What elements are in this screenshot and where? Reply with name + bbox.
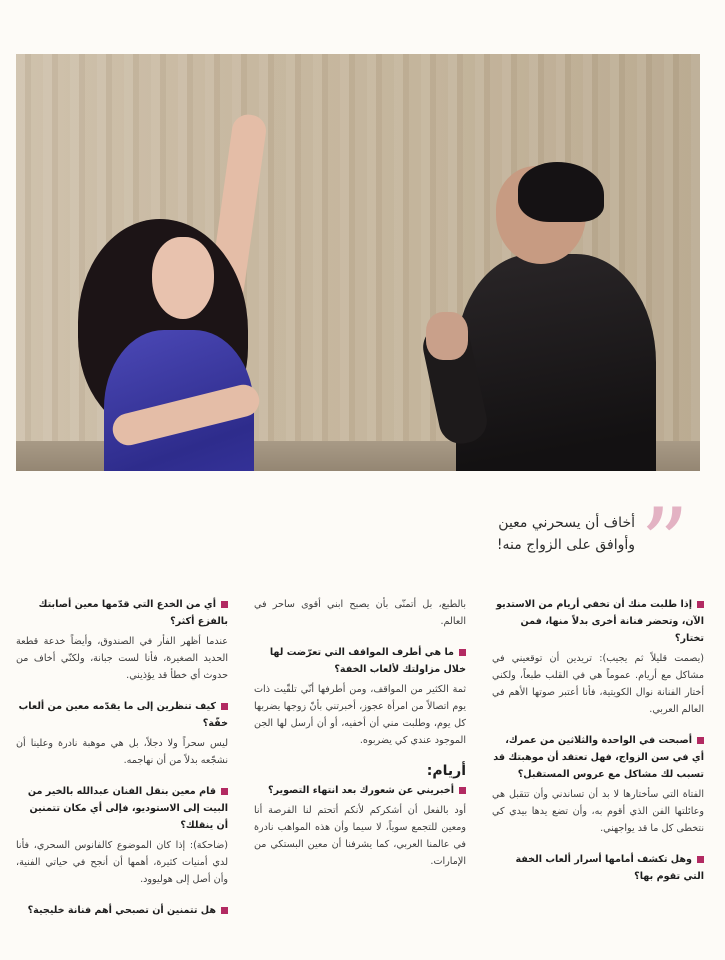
question: قام معين بنقل الفنان عبدالله بالخير من البيت إلى الاستوديو، فإلى أي مكان تتمنين أن ينقلك؟ [16,783,228,834]
answer: الفتاة التي سأختارها لا بد أن تساندني وأن تتقبل هي وعائلتها الفن الذي أقوم به، وأن تضع يدها بيدي كي نتخطى كل ما قد يواجهني. [492,789,704,834]
section-heading: أريام: [426,763,466,779]
pull-quote-line-1: أخاف أن يسحرني معين [498,515,635,531]
question: أصبحت في الواحدة والثلاثين من عمرك، أي في سن الزواج، فهل تعتقد أن موهبتك قد تسبب لك مشاكل مع عروس المستقبل؟ [492,732,704,783]
answer: ليس سحراً ولا دجلاً، بل هي موهبة نادرة وعلينا أن نشجّعه بدلاً من أن نهاجمه. [16,738,228,766]
column-left [16,596,228,922]
question: كيف تنظرين إلى ما يقدّمه معين من ألعاب خفّة؟ [16,698,228,732]
answer: (يصمت قليلاً ثم يجيب): تريدين أن توقعيني في مشاكل مع أريام. عموماً هي في القلب طبعاً، ولكني أختار الفنانة نوال الكويتية، فأنا أعتبر صوتها الأهم في العالم العربي. [492,653,704,715]
column-middle [254,596,466,884]
question: إذا طلبت منك أن تخفي أريام من الاستديو الآن، وتحضر فنانة أخرى بدلاً منها، فمن تختار؟ [492,596,704,647]
question: أخبريني عن شعورك بعد انتهاء التصوير؟ [254,782,466,799]
answer: عندما أظهر الفأر في الصندوق، وأيضاً خدعة قطعة الحديد الصغيرة، فأنا لست جبانة، ولكنّي أخاف من حدوث أي خطأ قد يؤذيني. [16,636,228,681]
answer: بالطبع، بل أتمنّى بأن يصبح ابني أقوى ساحر في العالم. [254,599,466,627]
woman-face [152,237,214,319]
hero-photo [16,54,700,471]
man-black-cap [518,162,604,222]
pull-quote [455,512,635,556]
column-right [492,596,704,888]
question: هل تتمنين أن تصبحي أهم فنانة خليجية؟ [16,902,228,919]
question: وهل تكشف أمامها أسرار ألعاب الخفة التي تقوم بها؟ [492,851,704,885]
question: ما هي أطرف المواقف التي تعرّضت لها خلال مزاولتك لألعاب الخفة؟ [254,644,466,678]
answer: أود بالفعل أن أشكركم لأنكم أتحتم لنا الفرصة أنا ومعين للتجمع سوياً، لا سيما وأن هذه المواهب نادرة في عالمنا العربي، كما يشرفنا أن معين البستكي من الإمارات. [254,805,466,867]
man-black-outfit [456,254,656,471]
answer: (ضاحكة): إذا كان الموضوع كالفانوس السحري، فأنا لدي أمنيات كثيرة، أهمها أن أنجح في حياتي الفنية، وأن أصل إلى هوليوود. [16,840,228,885]
quote-mark-icon: ” [640,488,690,600]
pull-quote-line-2: وأوافق على الزواج منه! [496,537,635,553]
answer: ثمة الكثير من المواقف، ومن أطرفها أنّي تلقّيت ذات يوم اتصالاً من امرأة عجوز، أخبرتني بأنّ زوجها يضربها كل يوم، وطلبت مني أن أخفيه، أو أن أرسل لها الجن الموجود عندي كي يضربوه. [254,684,466,746]
man-hand [426,312,468,360]
question: أي من الخدع التي قدّمها معين أصابتك بالفزع أكثر؟ [16,596,228,630]
